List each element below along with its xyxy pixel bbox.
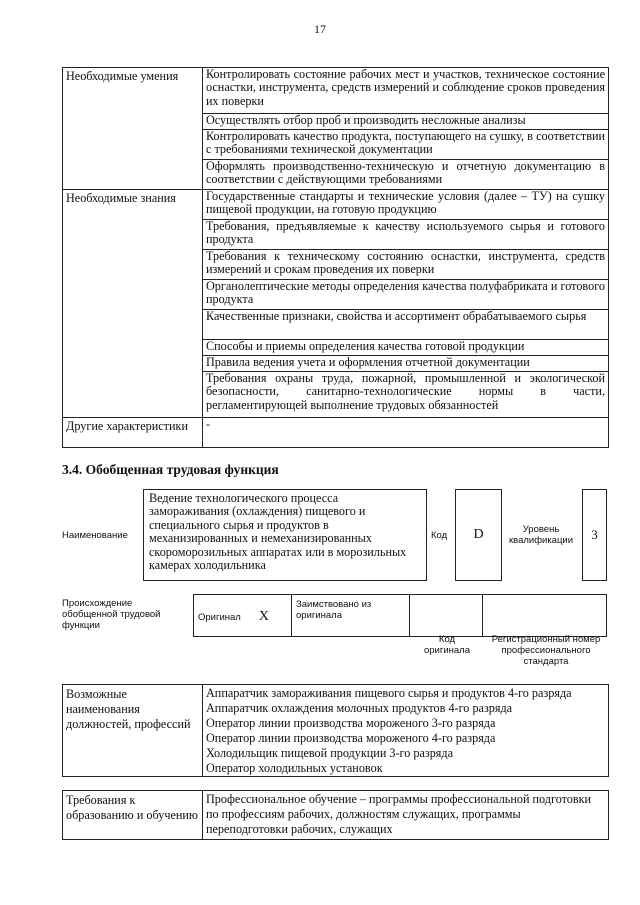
function-name-box: Ведение технологического процесса замораживания (охлаждения) пищевого и специального сырья и продуктов в механизированных и немеханизированных скороморозильных аппаратах или в морозильных камерах холодильника (143, 489, 427, 581)
knowledge-item: Требования охраны труда, пожарной, промышленной и экологической безопасности, санитарно-технологические нормы в части, регламентирующей выполнение трудовых обязанностей (203, 372, 609, 418)
skills-label: Необходимые умения (63, 68, 203, 190)
code-label: Код (431, 530, 448, 541)
reg-number-cell (483, 595, 607, 637)
knowledge-item: Правила ведения учета и оформления отчетной документации (203, 356, 609, 372)
origin-code-cell (410, 595, 483, 637)
knowledge-item: Требования, предъявляемые к качеству используемого сырья и готового продукта (203, 220, 609, 250)
section-title: 3.4. Обобщенная трудовая функция (62, 462, 279, 477)
other-label: Другие характеристики (63, 418, 203, 448)
origin-label: Происхождение обобщенной трудовой функции (62, 598, 161, 631)
position-item: Аппаратчик замораживания пищевого сырья и продуктов 4-го разряда (206, 686, 572, 700)
page-number: 17 (314, 22, 326, 36)
skill-item: Осуществлять отбор проб и производить несложные анализы (203, 114, 609, 130)
position-item: Аппаратчик охлаждения молочных продуктов 4-го разряда (206, 701, 513, 715)
skills-table (62, 67, 609, 448)
education-value: Профессиональное обучение – программы профессиональной подготовки по профессиям рабочих, должностям служащих, программы переподготовки рабочих, служащих (203, 791, 609, 840)
code-original-caption: Код оригинала (423, 634, 470, 656)
original-label: Оригинал (198, 611, 241, 623)
original-mark: X (258, 608, 269, 624)
position-item: Оператор линии производства мороженого 3-го разряда (206, 716, 496, 730)
knowledge-item: Государственные стандарты и технические условия (далее – ТУ) на сушку пищевой продукции, на готовую продукцию (203, 190, 609, 220)
knowledge-item: Органолептические методы определения качества полуфабриката и готового продукта (203, 280, 609, 310)
position-item: Оператор линии производства мороженого 4-го разряда (206, 731, 496, 745)
knowledge-item: Требования к техническому состоянию оснастки, инструмента, средств измерений и срокам проведения их поверки (203, 250, 609, 280)
original-cell (194, 595, 292, 637)
education-label: Требования к образованию и обучению (63, 791, 203, 840)
other-value: - (203, 418, 609, 448)
positions-list (203, 685, 609, 777)
borrowed-label: Заимствовано из оригинала (292, 595, 410, 637)
reg-number-caption: Регистрационный номер профессионального стандарта (491, 634, 601, 667)
skill-item: Контролировать состояние рабочих мест и участков, техническое состояние оснастки, инструмента, средств измерений и соблюдение сроков проведения их поверки (203, 68, 609, 114)
knowledge-item: Способы и приемы определения качества готовой продукции (203, 340, 609, 356)
origin-table (193, 594, 607, 637)
knowledge-label: Необходимые знания (63, 190, 203, 418)
skill-item: Контролировать качество продукта, поступающего на сушку, в соответствии с требованиями технической документации (203, 130, 609, 160)
skill-item: Оформлять производственно-техническую и отчетную документацию в соответствии с действующими требованиями (203, 160, 609, 190)
education-table (62, 790, 609, 840)
positions-table (62, 684, 609, 777)
position-item: Холодильщик пищевой продукции 3-го разряда (206, 746, 454, 760)
code-box (455, 489, 502, 581)
level-box (582, 489, 607, 581)
knowledge-item: Качественные признаки, свойства и ассортимент обрабатываемого сырья (203, 310, 609, 340)
level-label: Уровень квалификации (508, 524, 574, 546)
name-label: Наименование (62, 530, 128, 541)
level-value: 3 (591, 527, 598, 542)
positions-label: Возможные наименования должностей, профессий (63, 685, 203, 777)
position-item: Оператор холодильных установок (206, 761, 383, 775)
code-value: D (473, 527, 484, 542)
